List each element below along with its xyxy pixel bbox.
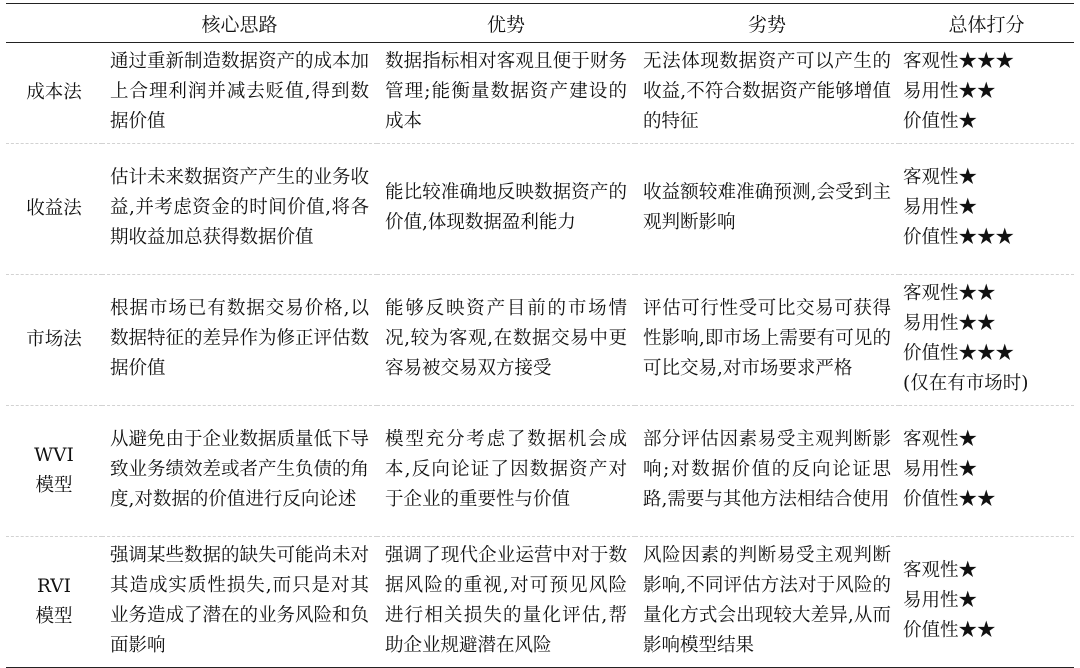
disadvantage-cell: 收益额较难准确预测,会受到主观判断影响 xyxy=(635,144,899,275)
advantage-cell: 能比较准确地反映数据资产的价值,体现数据盈利能力 xyxy=(377,144,635,275)
score-objectivity: 客观性★ xyxy=(903,429,978,450)
table-row xyxy=(6,43,1074,144)
method-cell xyxy=(6,406,102,537)
score-cell xyxy=(899,144,1074,275)
method-name: RVI xyxy=(37,576,71,597)
table-row xyxy=(6,275,1074,406)
score-usability: 易用性★ xyxy=(903,197,978,218)
disadvantage-cell: 部分评估因素易受主观判断影响;对数据价值的反向论证思路,需要与其他方法相结合使用 xyxy=(635,406,899,537)
table-row xyxy=(6,537,1074,668)
method-name: 成本法 xyxy=(26,82,82,103)
score-objectivity: 客观性★ xyxy=(903,560,978,581)
header-core-idea: 核心思路 xyxy=(102,4,377,43)
method-cell xyxy=(6,537,102,668)
core-idea-cell: 强调某些数据的缺失可能尚未对其造成实质性损失,而只是对其业务造成了潜在的业务风险和负面影响 xyxy=(102,537,377,668)
score-cell xyxy=(899,406,1074,537)
method-name: WVI xyxy=(34,445,74,466)
table-row xyxy=(6,144,1074,275)
score-value: 价值性★★★ xyxy=(903,227,1015,248)
score-cell xyxy=(899,275,1074,406)
score-value: 价值性★★ xyxy=(903,620,996,641)
score-usability: 易用性★ xyxy=(903,590,978,611)
score-cell xyxy=(899,43,1074,144)
core-idea-cell: 从避免由于企业数据质量低下导致业务绩效差或者产生负债的角度,对数据的价值进行反向论述 xyxy=(102,406,377,537)
advantage-cell: 模型充分考虑了数据机会成本,反向论证了因数据资产对于企业的重要性与价值 xyxy=(377,406,635,537)
score-note: (仅在有市场时) xyxy=(903,373,1029,394)
disadvantage-cell: 风险因素的判断易受主观判断影响,不同评估方法对于风险的量化方式会出现较大差异,从而影响模型结果 xyxy=(635,537,899,668)
header-disadvantage: 劣势 xyxy=(635,4,899,43)
score-value: 价值性★★★ xyxy=(903,343,1015,364)
header-row xyxy=(6,4,1074,43)
method-cell xyxy=(6,144,102,275)
method-name-suffix: 模型 xyxy=(35,606,73,627)
disadvantage-cell: 评估可行性受可比交易可获得性影响,即市场上需要有可见的可比交易,对市场要求严格 xyxy=(635,275,899,406)
disadvantage-cell: 无法体现数据资产可以产生的收益,不符合数据资产能够增值的特征 xyxy=(643,51,891,132)
score-objectivity: 客观性★ xyxy=(903,167,978,188)
score-cell xyxy=(899,537,1074,668)
score-value: 价值性★ xyxy=(903,111,978,132)
score-value: 价值性★★ xyxy=(903,489,996,510)
method-name: 市场法 xyxy=(26,329,82,350)
advantage-cell: 强调了现代企业运营中对于数据风险的重视,对可预见风险进行相关损失的量化评估,帮助企业规避潜在风险 xyxy=(377,537,635,668)
score-usability: 易用性★★ xyxy=(903,313,996,334)
method-cell xyxy=(6,43,102,144)
core-idea-cell: 估计未来数据资产产生的业务收益,并考虑资金的时间价值,将各期收益加总获得数据价值 xyxy=(102,144,377,275)
score-usability: 易用性★ xyxy=(903,459,978,480)
score-usability: 易用性★★ xyxy=(903,81,996,102)
header-overall-score: 总体打分 xyxy=(899,4,1074,43)
valuation-methods-table xyxy=(6,3,1074,668)
score-objectivity: 客观性★★★ xyxy=(903,51,1015,72)
header-method xyxy=(6,4,102,43)
header-advantage: 优势 xyxy=(377,4,635,43)
table-row xyxy=(6,406,1074,537)
method-name-suffix: 模型 xyxy=(35,475,73,496)
core-idea-cell: 通过重新制造数据资产的成本加上合理利润并减去贬值,得到数据价值 xyxy=(110,51,370,132)
method-cell xyxy=(6,275,102,406)
advantage-cell: 数据指标相对客观且便于财务管理;能衡量数据资产建设的成本 xyxy=(385,51,627,132)
score-objectivity: 客观性★★ xyxy=(903,283,996,304)
method-name: 收益法 xyxy=(26,198,82,219)
advantage-cell: 能够反映资产目前的市场情况,较为客观,在数据交易中更容易被交易双方接受 xyxy=(377,275,635,406)
core-idea-cell: 根据市场已有数据交易价格,以数据特征的差异作为修正评估数据价值 xyxy=(102,275,377,406)
